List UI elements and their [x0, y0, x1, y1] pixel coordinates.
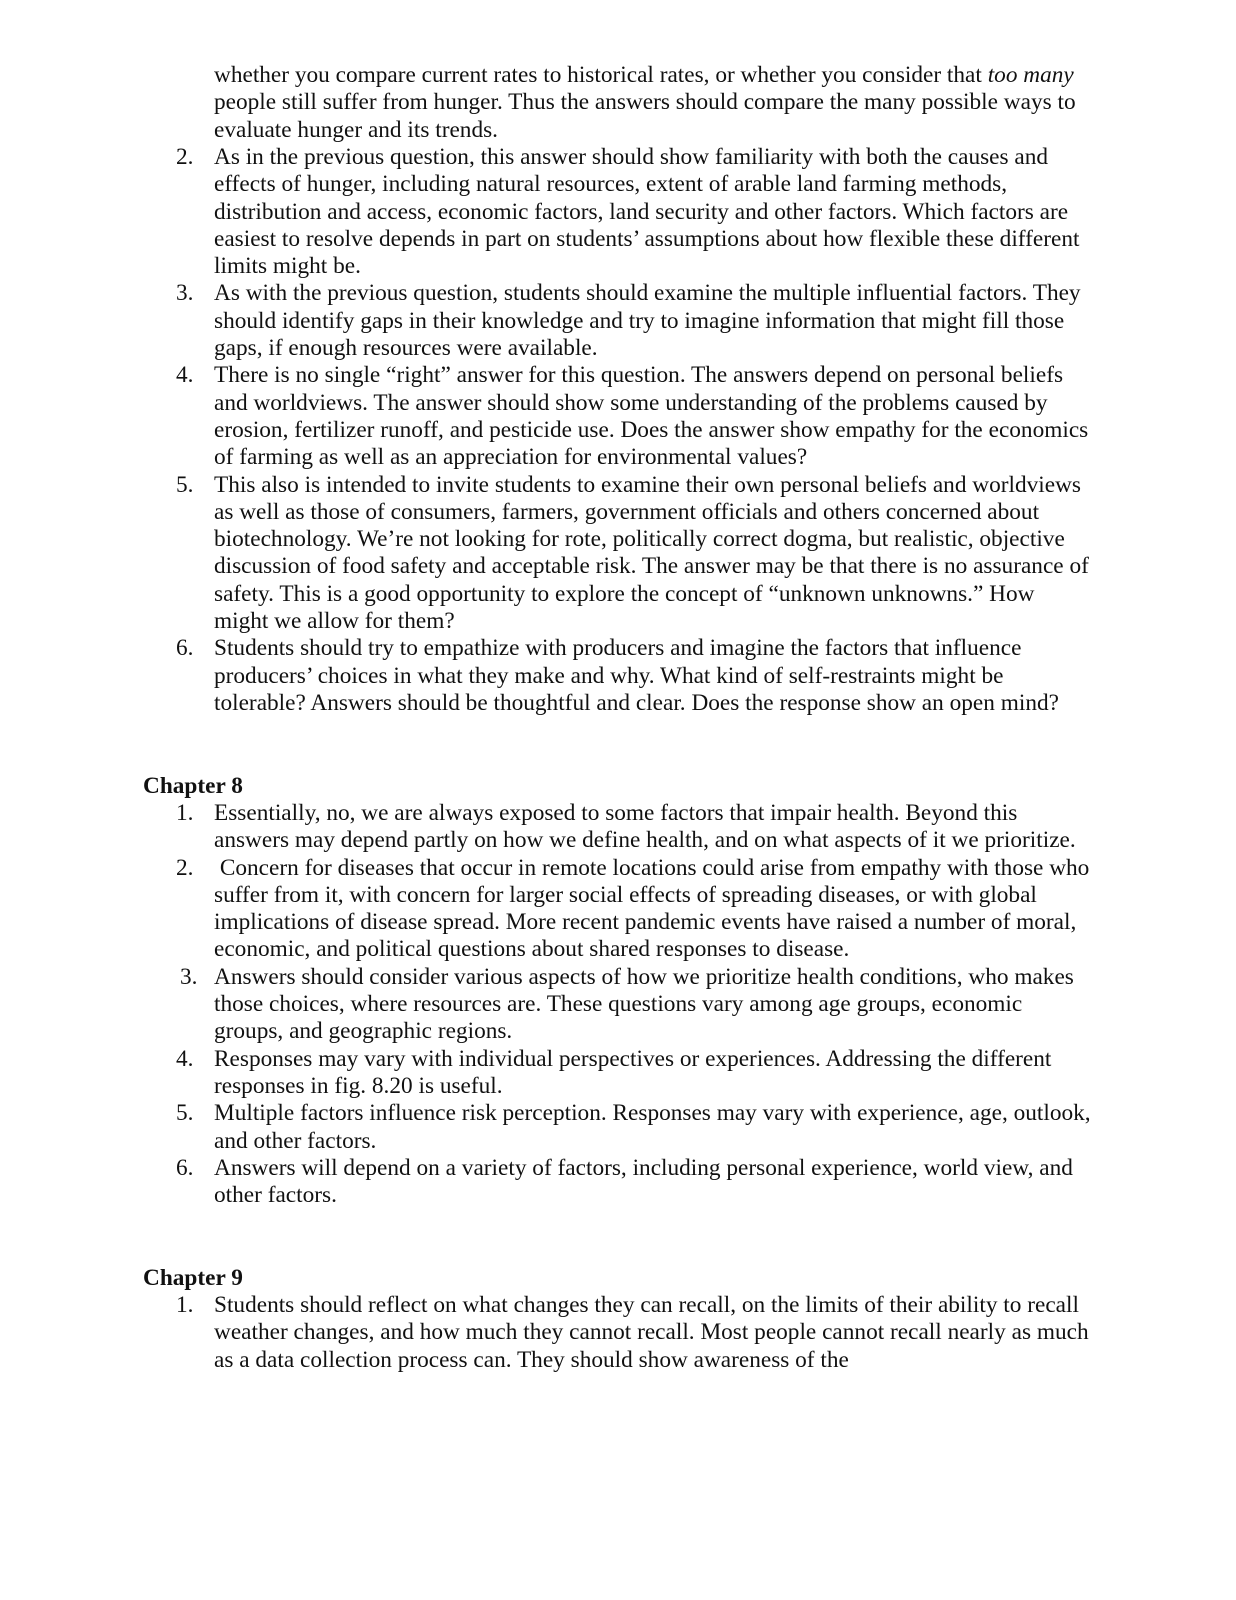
list-item	[0, 1155, 1094, 1210]
chapter-8-list	[0, 800, 1236, 1209]
list-number: 6.	[176, 1154, 194, 1181]
list-item	[0, 280, 1094, 362]
list-item	[0, 855, 1094, 964]
list-number: 4.	[176, 1045, 194, 1072]
list-number: 2.	[176, 854, 194, 881]
list-number: 3.	[180, 963, 198, 990]
list-item-text: As in the previous question, this answer should show familiarity with both the causes and effects of hunger, including natural resources, extent of arable land farming methods, distribution and access, economic factors, land security and other factors. Which factors are easiest to resolve depends in part on students’ assumptions about how flexible these different limits might be.	[214, 144, 1080, 280]
list-item	[0, 635, 1094, 717]
list-item	[0, 800, 1094, 855]
list-item	[0, 1100, 1094, 1155]
chapter-9-list	[0, 1292, 1236, 1374]
list-item	[0, 472, 1094, 636]
list-item-text: This also is intended to invite students to examine their own personal beliefs and worldviews as well as those of consumers, farmers, government officials and others concerned about biotechnology. We’re not looking for rote, politically correct dogma, but realistic, objective discussion of food safety and acceptable risk. The answer may be that there is no assurance of safety. This is a good opportunity to explore the concept of “unknown unknowns.” How might we allow for them?	[214, 471, 1089, 635]
list-item	[0, 1046, 1094, 1101]
previous-chapter-list	[0, 144, 1236, 717]
list-item-text: Concern for diseases that occur in remote locations could arise from empathy with those who suffer from it, with concern for larger social effects of spreading diseases, or with global implications of disease spread. More recent pandemic events have raised a number of moral, economic, and political questions about shared responses to disease.	[214, 854, 1096, 963]
list-number: 3.	[176, 280, 194, 307]
list-item	[0, 362, 1094, 471]
list-item	[0, 964, 1094, 1046]
list-number: 5.	[176, 471, 194, 498]
continued-answer-text: whether you compare current rates to historical rates, or whether you consider that too many people still suffer from hunger. Thus the answers should compare the many possible ways to evaluate hunger and its trends.	[214, 62, 1076, 143]
list-item-text: Answers should consider various aspects of how we prioritize health conditions, who makes those choices, where resources are. These questions vary among age groups, economic groups, and geographic regions.	[214, 963, 1074, 1045]
list-item	[0, 1292, 1094, 1374]
list-item	[0, 144, 1094, 280]
list-item-text: Students should reflect on what changes they can recall, on the limits of their ability to recall weather changes, and how much they cannot recall. Most people cannot recall nearly as much as a data collection process can. They should show awareness of the	[214, 1292, 1089, 1373]
list-item-text: Multiple factors influence risk perception. Responses may vary with experience, age, outlook, and other factors.	[214, 1100, 1091, 1154]
list-item-text: Students should try to empathize with producers and imagine the factors that influence producers’ choices in what they make and why. What kind of self-restraints might be tolerable? Answers should be thoughtful and clear. Does the response show an open mind?	[214, 635, 1059, 716]
list-number: 2.	[176, 144, 194, 170]
chapter-8-heading: Chapter 8	[143, 773, 243, 799]
list-item-text: Responses may vary with individual perspectives or experiences. Addressing the different responses in fig. 8.20 is useful.	[214, 1045, 1052, 1099]
chapter-9-heading: Chapter 9	[143, 1265, 243, 1291]
list-item-text: There is no single “right” answer for this question. The answers depend on personal beliefs and worldviews. The answer should show some understanding of the problems caused by erosion, fertilizer runoff, and pesticide use. Does the answer show empathy for the economics of farming as well as an appreciation for environmental values?	[214, 362, 1089, 471]
list-number: 1.	[176, 1292, 194, 1318]
list-number: 5.	[176, 1100, 194, 1127]
list-item-text: As with the previous question, students should examine the multiple influential factors. They should identify gaps in their knowledge and try to imagine information that might fill those gaps, if enough resources were available.	[214, 280, 1081, 362]
continued-answer	[0, 62, 1236, 144]
list-number: 4.	[176, 362, 194, 389]
list-item-text: Essentially, no, we are always exposed to some factors that impair health. Beyond this answers may depend partly on how we define health, and on what aspects of it we prioritize.	[214, 800, 1076, 854]
list-item-text: Answers will depend on a variety of factors, including personal experience, world view, and other factors.	[214, 1154, 1073, 1209]
list-number: 1.	[176, 800, 194, 826]
list-number: 6.	[176, 635, 194, 662]
